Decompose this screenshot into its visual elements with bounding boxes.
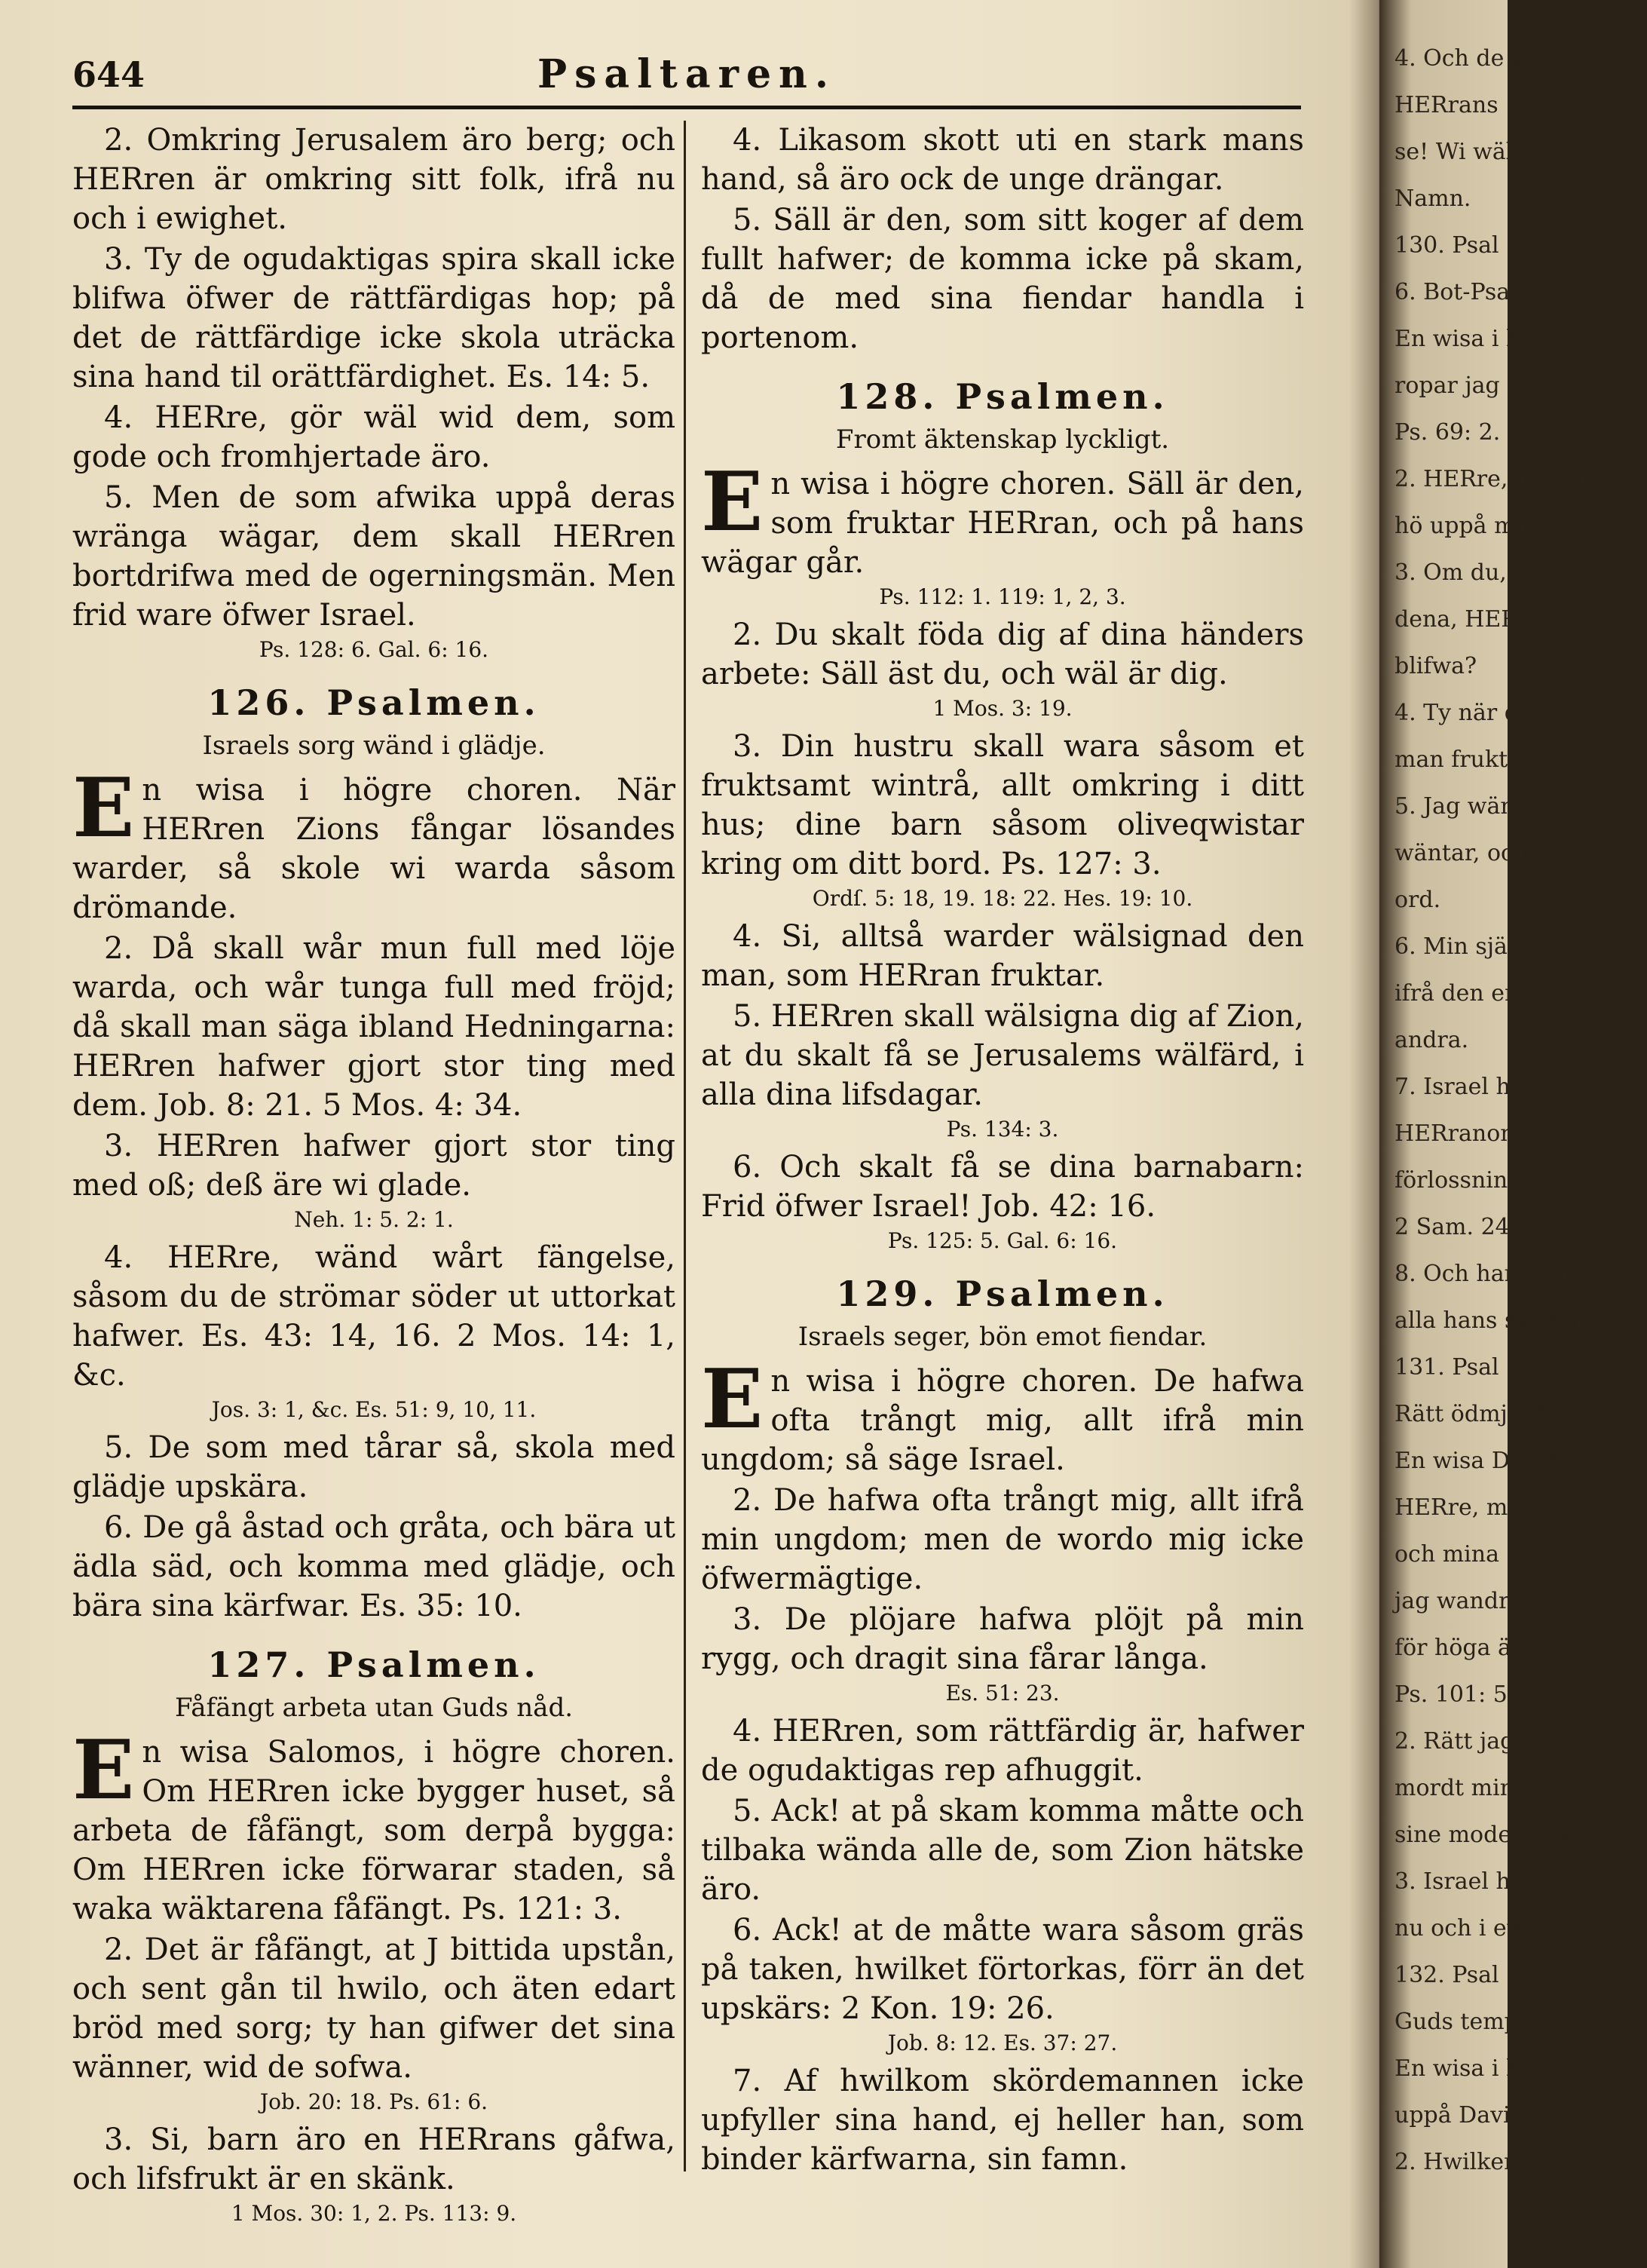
verse: 3. De plöjare hafwa plöjt på min rygg, och dragit sina fårar långa. — [701, 1602, 1304, 1676]
next-page-fragment: man fruktar dig. — [1394, 746, 1583, 773]
psalm-opening-verse — [72, 761, 675, 927]
next-page-fragment: jag wandrar icke — [1394, 1588, 1588, 1614]
next-page-fragment: mordt min själ — [1394, 1775, 1561, 1801]
verse: 4. HERre, wänd wårt fängelse, såsom du de strömar söder ut uttorkat hafwer. Es. 43: 14, 16. 2 Mos. 14: 1, &c. — [72, 1240, 675, 1393]
next-page-fragment: 2. HERre, hör mi — [1394, 466, 1590, 492]
next-page-fragment: 2. Hwilken HER — [1394, 2149, 1579, 2175]
next-page-fragment: Namn. — [1394, 185, 1471, 212]
next-page-fragment: ord. — [1394, 887, 1441, 913]
next-page-fragment: En wisa i högre chor — [1394, 326, 1632, 352]
cross-reference: 1 Mos. 3: 19. — [932, 696, 1073, 721]
verse: 2. Du skalt föda dig af dina händers arbete: Säll äst du, och wäl är dig. — [701, 618, 1304, 691]
page-number: 644 — [72, 54, 145, 95]
verse: 7. Af hwilkom skördemannen icke upfyller sina hand, ej heller han, som binder kärfwarna, sin famn. — [701, 2064, 1304, 2177]
page-header — [72, 47, 1301, 107]
verse: 6. Ack! at de måtte wara såsom gräs på taken, hwilket förtorkas, förr än det upskärs: 2 Kon. 19: 26. — [701, 1913, 1304, 2026]
verse: 3. HERren hafwer gjort stor ting med oß; deß äre wi glade. — [72, 1129, 675, 1203]
next-page-fragment: förlossning när hon — [1394, 1167, 1618, 1194]
next-page-fragment: HERrans — [1394, 92, 1499, 118]
cross-reference: Ps. 134: 3. — [946, 1117, 1059, 1142]
column-divider — [684, 121, 686, 2171]
verse: 5. Men de som afwika uppå deras wränga wägar, dem skall HERren bortdrifwa med de ogerningsmän. Men frid ware öfwer Israel. — [72, 480, 675, 633]
next-page-fragment: HERre, mitt hje — [1394, 1494, 1575, 1521]
next-page-fragment: 130. Psal — [1394, 232, 1499, 259]
verse: 2. De hafwa ofta trångt mig, allt ifrå min ungdom; men de wordo mig icke öfwermägtige. — [701, 1483, 1304, 1596]
next-page-fragment: 3. Om du, HERr — [1394, 559, 1578, 586]
next-page-fragment: sine moder afwa — [1394, 1822, 1584, 1848]
next-page-fragment: Rätt ödmjukhet — [1394, 1401, 1573, 1427]
running-title: Psaltaren. — [537, 51, 836, 97]
next-page-fragment: ropar jag til dig, — [1394, 372, 1581, 399]
next-page-fragment: dena, HERre, ho — [1394, 606, 1585, 633]
verse: 5. HERren skall wälsigna dig af Zion, at du skalt få se Jerusalems wälfärd, i alla dina lifsdagar. — [701, 999, 1304, 1112]
verse: 3. Si, barn äro en HERrans gåfwa, och lifsfrukt är en skänk. — [72, 2122, 675, 2196]
next-page-edge — [1379, 0, 1647, 2268]
verse: 6. De gå åstad och gråta, och bära ut ädla säd, och komma med glädje, och bära sina kärfwar. Es. 35: 10. — [72, 1510, 675, 1623]
verse: 5. De som med tårar så, skola med glädje upskära. — [72, 1430, 675, 1504]
next-page-fragment: 2. Rätt jag icke satt — [1394, 1728, 1620, 1755]
right-column — [701, 121, 1304, 2181]
cross-reference: Neh. 1: 5. 2: 1. — [294, 1207, 454, 1232]
cross-reference: Es. 51: 23. — [945, 1681, 1060, 1706]
drop-cap: E — [72, 761, 135, 856]
opening-verse-text: n wisa i högre choren. När HERren Zions fångar lösandes warder, så skole wi warda såsom drömande. — [72, 773, 675, 925]
psalm-subtitle: Fromt äktenskap lyckligt. — [835, 424, 1170, 455]
next-page-fragment: wäntar, och jag — [1394, 840, 1571, 866]
cross-reference: Ps. 125: 5. Gal. 6: 16. — [887, 1228, 1118, 1253]
next-page-fragment: 4. Och de som — [1394, 45, 1558, 72]
verse: 4. Likasom skott uti en stark mans hand, så äro ock de unge drängar. — [701, 123, 1304, 197]
next-page-fragment: Ps. 101: 5. — [1394, 1681, 1515, 1708]
verse: 3. Ty de ogudaktigas spira skall icke blifwa öfwer de rättfärdigas hop; på det de rättfärdige icke skola uträcka sina hand til orättfärdighet. Es. 14: 5. — [72, 242, 675, 394]
next-page-fragment: nu och i ewighet. — [1394, 1915, 1592, 1942]
psalm-opening-verse — [701, 455, 1304, 582]
verse: 2. Då skall wår mun full med löje warda, och wår tunga full med fröjd; då skall man säga ibland Hedningarna: HERren hafwer gjort stor ting med dem. Job. 8: 21. 5 Mos. 4: 34. — [72, 931, 675, 1123]
next-page-fragment: och mina ögon — [1394, 1541, 1563, 1568]
next-page-fragment: för höga äro. — [1394, 1635, 1543, 1661]
next-page-fragment: HERranom är — [1394, 1120, 1554, 1147]
next-page-fragment: andra. — [1394, 1027, 1469, 1053]
next-page-fragment: Guds tempel och rege — [1394, 2009, 1647, 2035]
opening-verse-text: n wisa i högre choren. Säll är den, som fruktar HERran, och på hans wägar går. — [701, 467, 1304, 580]
opening-verse-text: n wisa Salomos, i högre choren. Om HERren icke bygger huset, så arbeta de fåfängt, som derpå bygga: Om HERren icke förwarar staden, så waka wäktarena fåfängt. Ps. 121: 3. — [72, 1735, 675, 1926]
next-page-fragment: alla hans synder. — [1394, 1307, 1587, 1334]
cross-reference: Job. 8: 12. Es. 37: 27. — [887, 2030, 1118, 2055]
next-page-fragment: se! Wi wälsig — [1394, 139, 1547, 165]
next-page-fragment: Ps. 69: 2. — [1394, 419, 1501, 446]
psalm-title: 127. Psalmen. — [207, 1644, 540, 1685]
psalm-subtitle: Fåfängt arbeta utan Guds nåd. — [174, 1693, 574, 1723]
next-page-fragment: En wisa Davids, — [1394, 1448, 1577, 1474]
verse: 5. Säll är den, som sitt koger af dem fullt hafwer; de komma icke på skam, då de med sina fiendar handla i portenom. — [701, 203, 1304, 355]
verse: 2. Omkring Jerusalem äro berg; och HERren är omkring sitt folk, ifrå nu och i ewighet. — [72, 123, 675, 236]
next-page-fragment: blifwa? — [1394, 653, 1477, 679]
cross-reference: Ps. 112: 1. 119: 1, 2, 3. — [879, 584, 1126, 609]
next-page-fragment: 6. Min själ wänta — [1394, 933, 1592, 960]
cross-reference: 1 Mos. 30: 1, 2. Ps. 113: 9. — [231, 2201, 517, 2226]
next-page-fragment: hö uppå mins — [1394, 513, 1549, 539]
psalm-subtitle: Israels seger, bön emot fiendar. — [797, 1322, 1208, 1352]
next-page-fragment: 7. Israel hoppes — [1394, 1074, 1578, 1100]
next-page-fragment: 8. Och han skall för — [1394, 1261, 1620, 1287]
verse: 4. HERren, som rättfärdig är, hafwer de ogudaktigas rep afhuggit. — [701, 1714, 1304, 1788]
verse: 6. Och skalt få se dina barnabarn: Frid öfwer Israel! Job. 42: 16. — [701, 1150, 1304, 1224]
next-page-fragment: uppå David, — [1394, 2102, 1532, 2129]
cross-reference: Ps. 128: 6. Gal. 6: 16. — [259, 637, 489, 662]
next-page-fragment: ifrå den ena w — [1394, 980, 1560, 1007]
cross-reference: Job. 20: 18. Ps. 61: 6. — [259, 2089, 488, 2114]
psalm-title: 126. Psalmen. — [207, 682, 540, 723]
next-page-fragment: 131. Psal — [1394, 1354, 1499, 1381]
next-page-fragment: 3. Israel hoppes — [1394, 1868, 1578, 1895]
next-page-fragment: 132. Psal — [1394, 1962, 1499, 1988]
verse: 2. Det är fåfängt, at J bittida upstån, och sent gån til hwilo, och äten edart bröd med sorg; ty han gifwer det sina wänner, wid de sofwa. — [72, 1932, 675, 2085]
next-page-fragment: 4. Ty när dig är fö — [1394, 700, 1602, 726]
next-page-fragment: En wisa i högre — [1394, 2055, 1573, 2082]
drop-cap: E — [72, 1723, 135, 1818]
verse: 4. HERre, gör wäl wid dem, som gode och fromhjertade äro. — [72, 400, 675, 474]
psalm-opening-verse — [701, 1352, 1304, 1479]
psalm-title: 129. Psalmen. — [836, 1273, 1169, 1314]
cross-reference: Jos. 3: 1, &c. Es. 51: 9, 10, 11. — [211, 1397, 537, 1422]
psalm-opening-verse — [72, 1723, 675, 1929]
verse: 4. Si, alltså warder wälsignad den man, som HERran fruktar. — [701, 919, 1304, 993]
drop-cap: E — [701, 455, 764, 550]
verse: 3. Din hustru skall wara såsom et fruktsamt wintrå, allt omkring i ditt hus; dine barn såsom oliveqwistar kring om ditt bord. Ps. 127: 3. — [701, 729, 1304, 881]
psalm-subtitle: Israels sorg wänd i glädje. — [202, 731, 546, 761]
cross-reference: Ordſ. 5: 18, 19. 18: 22. Hes. 19: 10. — [812, 886, 1193, 911]
next-page-fragment: 5. Jag wäntar efte — [1394, 793, 1600, 820]
opening-verse-text: n wisa i högre choren. De hafwa ofta trångt mig, allt ifrå min ungdom; så säge Israel. — [701, 1364, 1304, 1477]
header-rule — [72, 106, 1301, 109]
verse: 5. Ack! at på skam komma måtte och tilbaka wända alle de, som Zion hätske äro. — [701, 1794, 1304, 1907]
next-page-fragment: 6. Bot-Psal — [1394, 279, 1517, 305]
drop-cap: E — [701, 1352, 764, 1447]
next-page-fragment: 2 Sam. 24 — [1394, 1214, 1510, 1240]
left-column — [72, 121, 675, 2232]
psalm-title: 128. Psalmen. — [836, 376, 1169, 417]
